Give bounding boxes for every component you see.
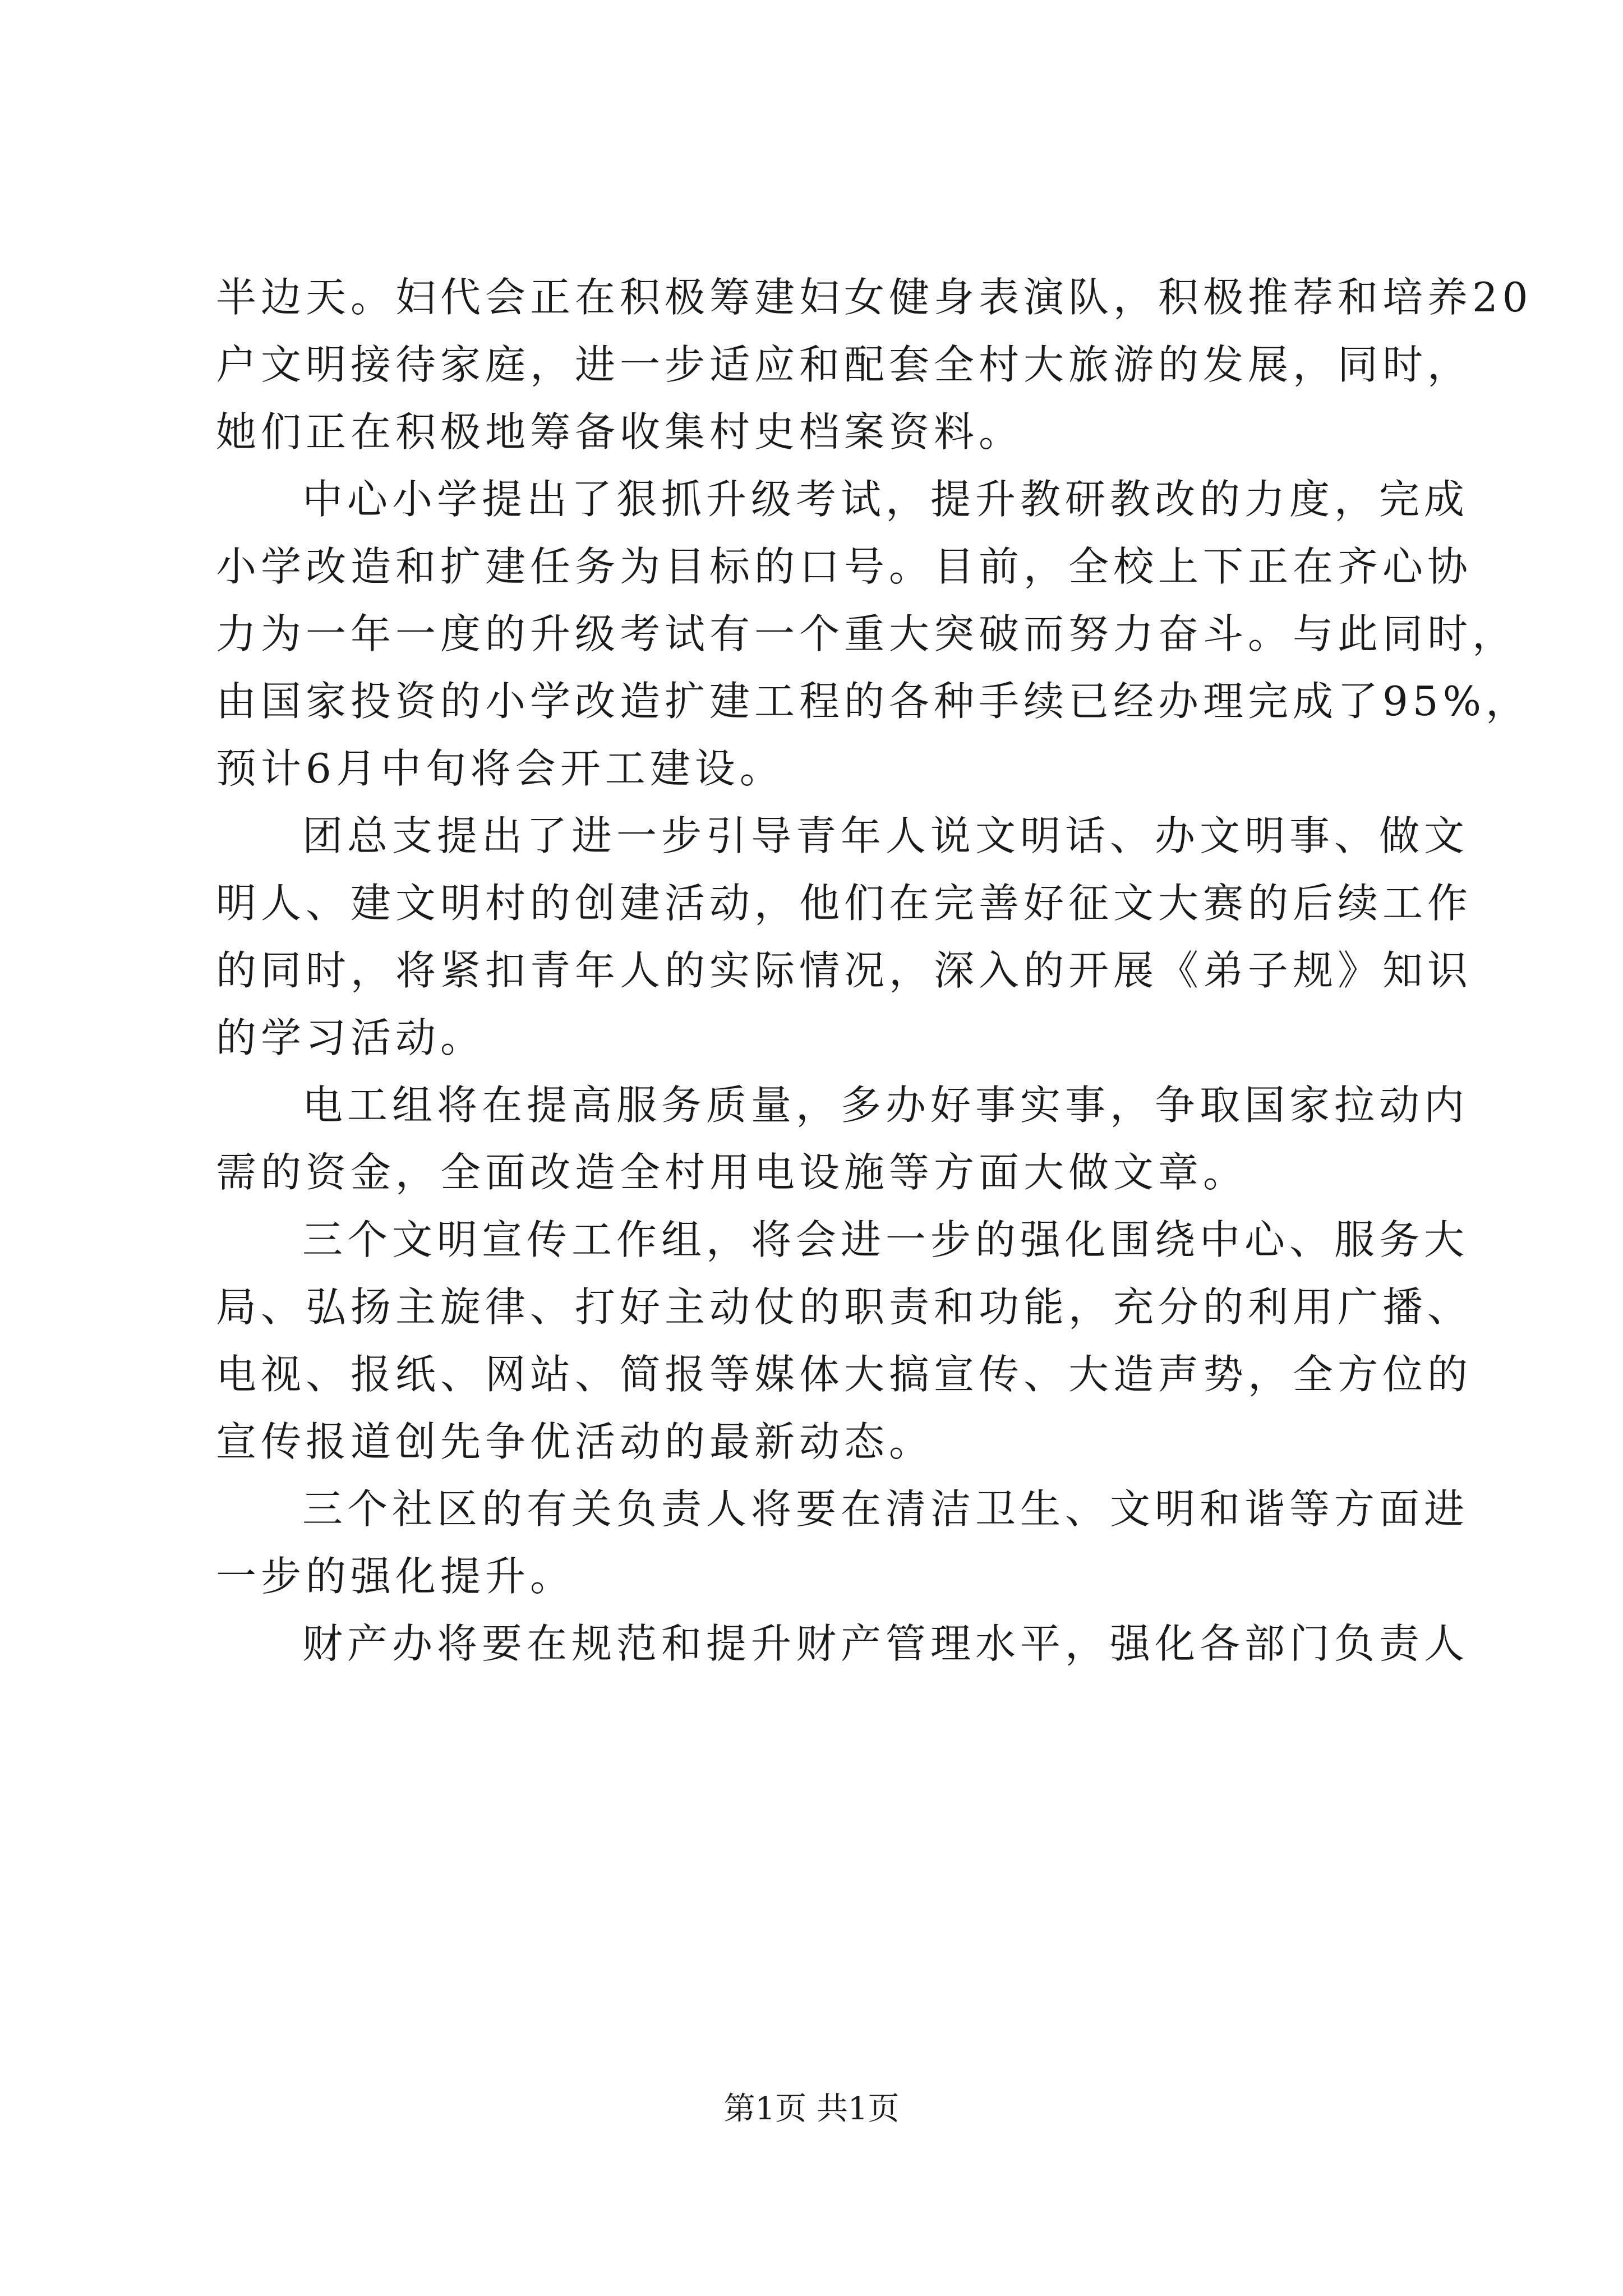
paragraph-line: 她们正在积极地筹备收集村史档案资料。 (216, 408, 1024, 455)
paragraph-line: 半边天。妇代会正在积极筹建妇女健身表演队，积极推荐和培养20 (216, 274, 1533, 321)
paragraph-line: 宣传报道创先争优活动的最新动态。 (216, 1418, 934, 1465)
paragraph-5 (216, 1206, 1473, 1475)
paragraph-line: 电工组将在提高服务质量，多办好事实事，争取国家拉动内 (302, 1082, 1469, 1129)
paragraph-line: 的同时，将紧扣青年人的实际情况，深入的开展《弟子规》知识 (216, 947, 1473, 994)
paragraph-4 (216, 1071, 1469, 1206)
paragraph-line: 明人、建文明村的创建活动，他们在完善好征文大赛的后续工作 (216, 880, 1473, 927)
paragraph-2 (216, 466, 1531, 802)
paragraph-line: 一步的强化提升。 (216, 1553, 575, 1600)
paragraph-line: 由国家投资的小学改造扩建工程的各种手续已经办理完成了95%， (216, 678, 1531, 725)
paragraph-line: 需的资金，全面改造全村用电设施等方面大做文章。 (216, 1149, 1248, 1196)
paragraph-line: 的学习活动。 (216, 1014, 486, 1061)
paragraph-line: 三个文明宣传工作组，将会进一步的强化围绕中心、服务大 (302, 1216, 1469, 1263)
paragraph-line: 局、弘扬主旋律、打好主动仗的职责和功能，充分的利用广播、 (216, 1283, 1473, 1331)
paragraph-line: 户文明接待家庭，进一步适应和配套全村大旅游的发展，同时， (216, 341, 1473, 388)
paragraph-6 (216, 1475, 1469, 1610)
paragraph-1 (216, 264, 1533, 466)
paragraph-line: 预计6月中旬将会开工建设。 (216, 745, 785, 792)
page-footer: 第1页 共1页 (723, 2091, 900, 2127)
paragraph-line: 中心小学提出了狠抓升级考试，提升教研教改的力度，完成 (302, 476, 1469, 523)
paragraph-7 (216, 1610, 1469, 1677)
paragraph-line: 力为一年一度的升级考试有一个重大突破而努力奋斗。与此同时， (216, 610, 1518, 657)
paragraph-line: 小学改造和扩建任务为目标的口号。目前，全校上下正在齐心协 (216, 543, 1473, 590)
paragraph-line: 电视、报纸、网站、简报等媒体大搞宣传、大造声势，全方位的 (216, 1351, 1473, 1398)
paragraph-line: 财产办将要在规范和提升财产管理水平，强化各部门负责人 (302, 1620, 1469, 1667)
paragraph-line: 三个社区的有关负责人将要在清洁卫生、文明和谐等方面进 (302, 1485, 1469, 1533)
paragraph-3 (216, 802, 1473, 1071)
paragraph-line: 团总支提出了进一步引导青年人说文明话、办文明事、做文 (302, 812, 1469, 859)
document-body (216, 264, 1533, 1677)
